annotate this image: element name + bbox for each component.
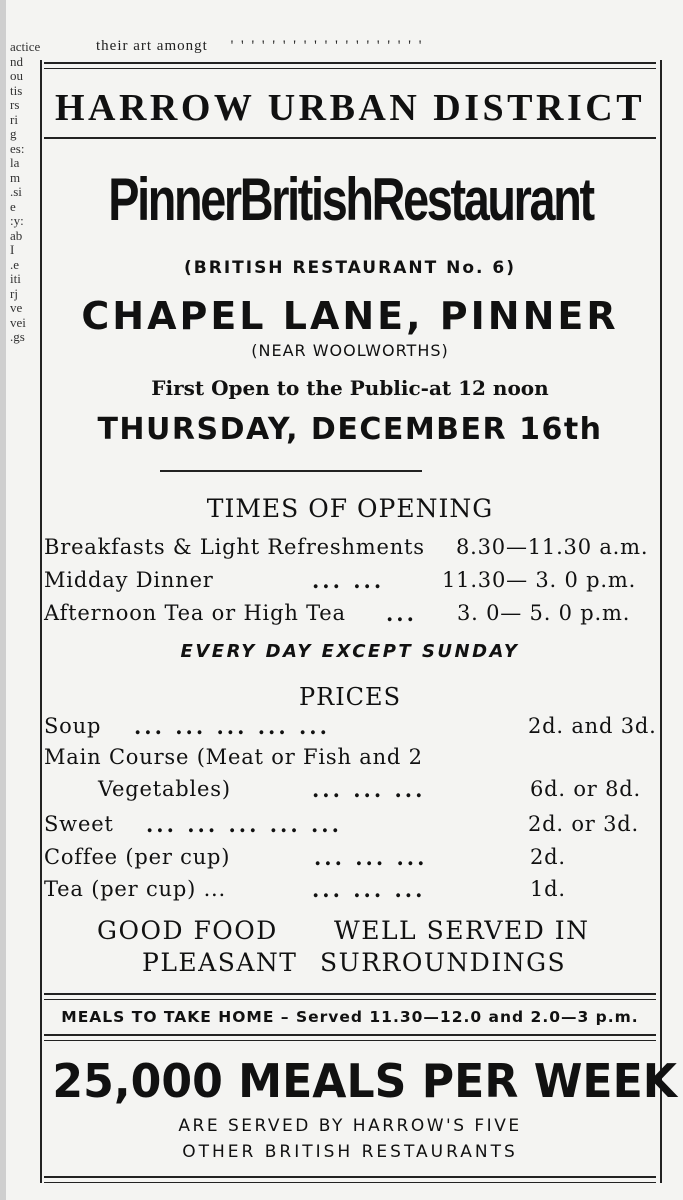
- restaurant-name: PinnerBritishRestaurant: [108, 166, 593, 233]
- location-note: (NEAR WOOLWORTHS): [251, 341, 449, 360]
- price-value: 6d. or 8d.: [530, 777, 641, 801]
- slogan-text: WELL SERVED IN: [334, 916, 590, 945]
- days-note: EVERY DAY EXCEPT SUNDAY: [180, 641, 520, 662]
- times-dots: ...: [386, 601, 417, 626]
- slogan-text: GOOD FOOD: [97, 916, 278, 945]
- top-line-text: their art amongt: [96, 38, 208, 54]
- top-rule-1: [44, 62, 656, 64]
- price-label: Coffee (per cup): [44, 845, 231, 869]
- times-heading: TIMES OF OPENING: [206, 494, 494, 523]
- district-heading: HARROW URBAN DISTRICT: [54, 87, 646, 129]
- take-home-note: MEALS TO TAKE HOME – Served 11.30—12.0 and 2.0—3 p.m.: [61, 1008, 639, 1026]
- price-dots: ... ... ...: [314, 845, 428, 870]
- section-divider: [160, 470, 422, 472]
- price-dots: ... ... ...: [312, 777, 426, 802]
- price-label: Main Course (Meat or Fish and 2: [44, 745, 423, 769]
- bottom-rule-1: [44, 1176, 656, 1178]
- meals-per-week-headline: 25,000 MEALS PER WEEK: [52, 1054, 677, 1108]
- times-dots: ... ...: [312, 568, 385, 593]
- footer-rule-1: [44, 993, 656, 995]
- prices-heading: PRICES: [298, 683, 402, 711]
- footer-rule-3: [44, 1034, 656, 1036]
- bottom-rule-2: [44, 1182, 656, 1183]
- price-dots: ... ... ...: [312, 877, 426, 902]
- opening-note: First Open to the Public-at 12 noon: [151, 376, 549, 400]
- price-value: 2d. or 3d.: [528, 812, 639, 836]
- times-value: 8.30—11.30 a.m.: [456, 535, 649, 559]
- price-value: 2d. and 3d.: [528, 714, 657, 738]
- adjacent-column-fragment: actice nd ou tis rs ri g es: la m .si e :y: ab I .e iti rj ve vei .gs: [10, 39, 41, 344]
- district-underline: [44, 137, 656, 139]
- price-dots: ... ... ... ... ...: [134, 714, 330, 739]
- price-label: Sweet: [44, 812, 114, 836]
- footer-rule-4: [44, 1040, 656, 1041]
- price-label: Soup: [44, 714, 102, 738]
- times-label: Midday Dinner: [44, 568, 214, 592]
- price-label: Vegetables): [98, 777, 231, 801]
- adjacent-column-top-line: [96, 38, 423, 55]
- price-value: 1d.: [530, 877, 566, 901]
- opening-date: THURSDAY, DECEMBER 16th: [97, 412, 603, 447]
- top-rule-2: [44, 68, 656, 69]
- price-value: 2d.: [530, 845, 566, 869]
- address: CHAPEL LANE, PINNER: [81, 294, 619, 338]
- restaurant-number: (BRITISH RESTAURANT No. 6): [184, 258, 516, 278]
- slogan-text: PLEASANT: [142, 948, 298, 977]
- other-restaurants-line: OTHER BRITISH RESTAURANTS: [182, 1142, 518, 1162]
- page-edge-shadow: [0, 0, 6, 1200]
- price-dots: ... ... ... ... ...: [146, 812, 342, 837]
- times-value: 11.30— 3. 0 p.m.: [442, 568, 637, 592]
- times-label: Afternoon Tea or High Tea: [44, 601, 346, 625]
- times-value: 3. 0— 5. 0 p.m.: [457, 601, 631, 625]
- footer-rule-2: [44, 999, 656, 1000]
- times-label: Breakfasts & Light Refreshments: [44, 535, 425, 559]
- price-label: Tea (per cup) ...: [44, 877, 226, 901]
- slogan-text: SURROUNDINGS: [320, 948, 567, 977]
- served-by-line: ARE SERVED BY HARROW'S FIVE: [178, 1116, 522, 1136]
- top-line-scrawl: ' ' ' ' ' ' ' ' ' ' ' ' ' ' ' ' ' ' ': [230, 38, 424, 54]
